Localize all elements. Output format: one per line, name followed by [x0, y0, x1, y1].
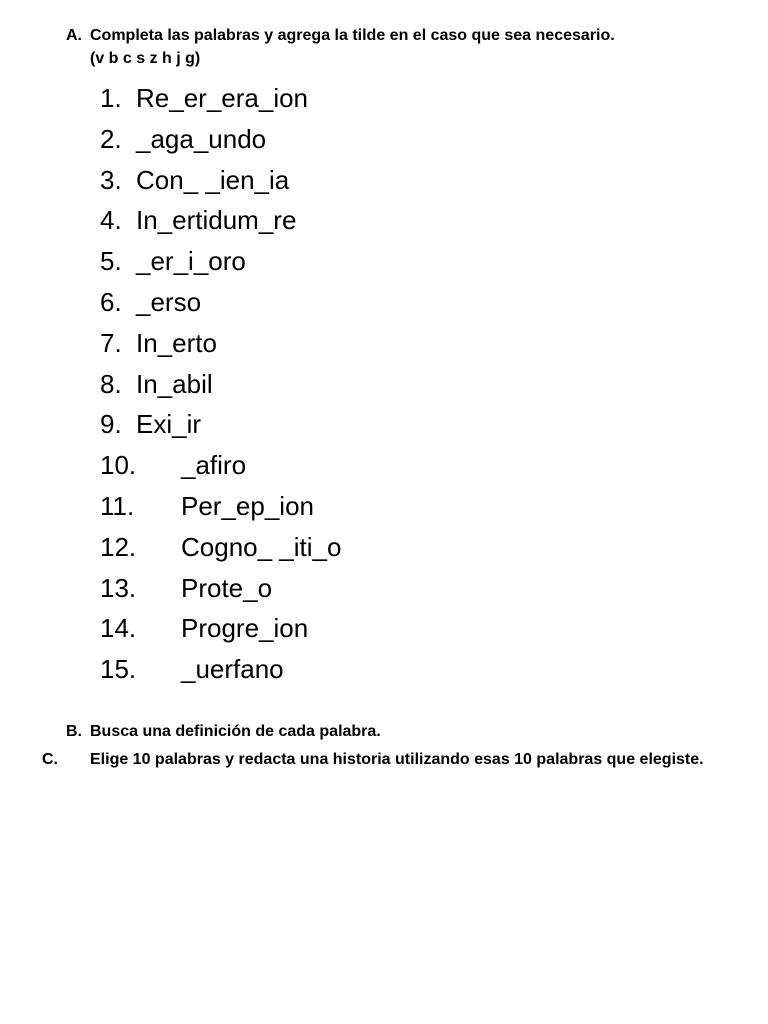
word-item — [100, 608, 341, 649]
section-a-letter: A. — [66, 27, 82, 44]
word-text: In_erto — [136, 327, 217, 358]
word-text: Cogno_ _iti_o — [181, 531, 342, 562]
word-item — [100, 568, 341, 609]
word-number: 1. — [100, 83, 122, 113]
word-number: 11. — [100, 490, 135, 521]
word-number: 5. — [100, 246, 122, 277]
word-text: Prote_o — [181, 572, 273, 603]
section-b-letter: B. — [66, 723, 82, 740]
word-item — [100, 445, 341, 486]
word-number: 9. — [100, 409, 122, 440]
word-text: Re_er_era_ion — [136, 83, 309, 113]
word-item — [100, 119, 341, 160]
word-text: _afiro — [181, 450, 247, 481]
word-number: 3. — [100, 164, 122, 195]
word-text: Progre_ion — [181, 613, 309, 644]
word-text: Con_ _ien_ia — [136, 164, 290, 195]
word-text: _erso — [136, 286, 202, 317]
word-item — [100, 323, 341, 364]
section-c-letter: C. — [42, 751, 58, 768]
word-number: 2. — [100, 123, 122, 154]
word-number: 6. — [100, 286, 122, 317]
word-item — [100, 78, 341, 119]
word-item — [100, 282, 341, 323]
word-text: _aga_undo — [136, 123, 267, 154]
word-item — [100, 364, 341, 405]
section-c — [42, 746, 706, 774]
word-item — [100, 527, 341, 568]
word-text: In_ertidum_re — [136, 205, 297, 236]
word-item — [100, 160, 341, 201]
word-number: 10. — [100, 450, 137, 481]
word-number: 8. — [100, 368, 122, 399]
word-number: 15. — [100, 654, 137, 685]
word-number: 13. — [100, 572, 137, 603]
section-b — [66, 718, 706, 746]
section-b-instruction: Busca una definición de cada palabra. — [90, 723, 381, 740]
section-a — [66, 22, 706, 70]
word-item — [100, 404, 341, 445]
word-item — [100, 486, 341, 527]
word-text: _uerfano — [181, 654, 284, 685]
word-item — [100, 200, 341, 241]
word-text: In_abil — [136, 368, 213, 399]
word-number: 12. — [100, 531, 137, 562]
word-item — [100, 649, 341, 690]
word-text: _er_i_oro — [136, 246, 246, 277]
word-list — [100, 78, 341, 690]
word-number: 7. — [100, 327, 122, 358]
section-a-instruction: Completa las palabras y agrega la tilde en el caso que sea necesario. — [90, 27, 615, 44]
letters-hint: (v b c s z h j g) — [90, 50, 201, 67]
word-text: Exi_ir — [136, 409, 202, 440]
section-c-instruction: Elige 10 palabras y redacta una historia utilizando esas 10 palabras que elegiste. — [90, 751, 704, 768]
word-text: Per_ep_ion — [181, 490, 314, 521]
word-item — [100, 241, 341, 282]
word-number: 14. — [100, 613, 137, 644]
word-number: 4. — [100, 205, 122, 236]
